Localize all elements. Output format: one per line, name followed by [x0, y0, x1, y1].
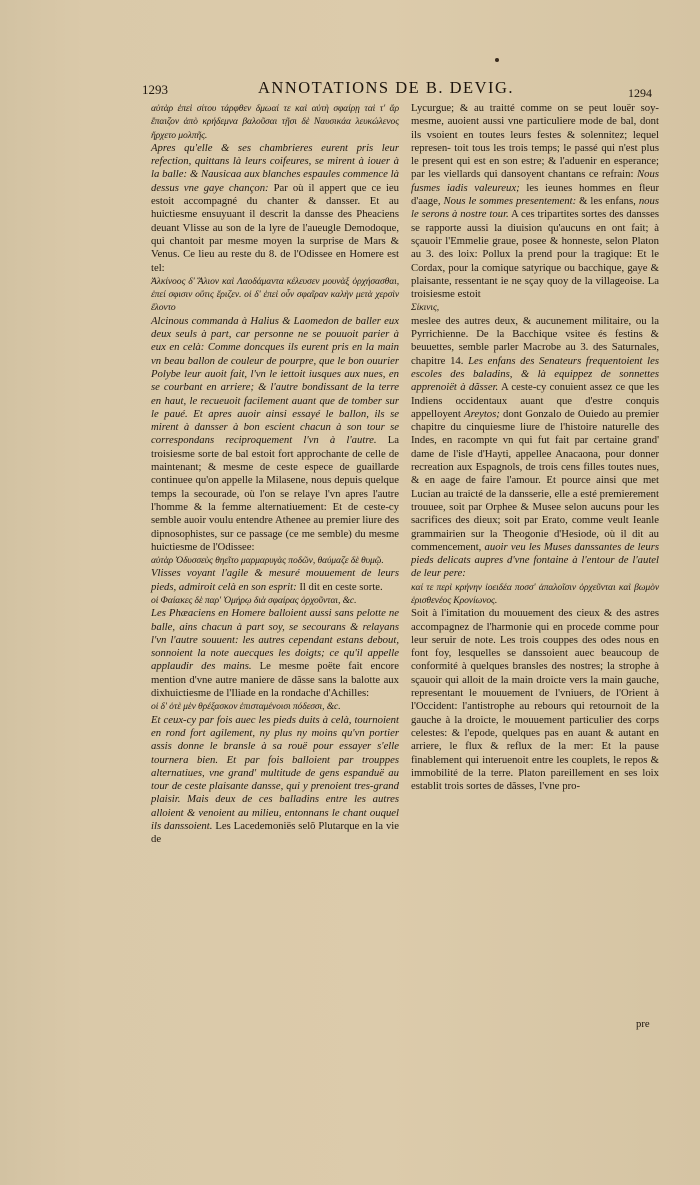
italic-translation: Vlisses voyant l'agile & mesuré mouuement de leurs pieds, admiroit celà en son esprit: [151, 567, 399, 593]
italic-translation: nous le serons à nostre tour. [411, 195, 660, 221]
text-run: La troisiesme sorte de bal estoit fort approchante de celle de maintenant; & mesme de ceste espece de guaillarde continuee qu'on appelle la Milasene, nous depuis quelque temps la secourade, où l'on se relaye l'vn apres l'autre l'homme & la femme alternatiuement: Et de ceste-cy semble auoir voulu entendre Athenee au premier liure des dipnosophistes, sur ce passage (ce me semble) du mesme huictiesme de l'Odissee: [151, 434, 399, 553]
text-run: A ces tripartites sortes des dansses se rapporte aussi la diuision qu'aucuns en ont fait; à sçauoir l'Emmelie graue, posee & honneste, selon Platon au 3. des loix: Pollux la prend pour la tragique: Et le Cordax, pour la comique satyrique ou bacchique, gaye & plaisante, ressentant ie ne sçay quoy de la villageoise. La troisiesme estoit [411, 208, 659, 301]
right-column [411, 102, 659, 793]
italic-translation: Les enfans des Senateurs frequentoient les escoles des baladins, & là equippez de sonnettes apprenoiët à dãsser. [411, 354, 660, 394]
text-run: Les Lacedemoniës selõ Plutarque en la vie de [151, 820, 399, 846]
ink-speck [495, 58, 499, 62]
greek-quotation: Ἀλκίνοος δ' Ἅλιον καὶ Λαοδάμαντα κέλευσεν μουνὰξ ὀρχήσασθαι, ἐπεί σφισιν οὔτις ἔριζεν. οἱ δ' ἐπεὶ οὖν σφαῖραν καλὴν μετὰ χερσὶν ἕλοντο [151, 275, 399, 314]
text-run: dont Gonzalo de Ouiedo au premier chapitre du cinquiesme liure de l'histoire naturelle des Indes, en racompte vn qui fut fait par certaine grand' dame de l'isle d'Hayti, appellee Anacaona, pour donner recreation aux Espagnols, de trois cens filles toutes nues, & en aage de faire l'amour. Et pource ainsi que met Lucian au traicté de la dansserie, elle a esté premierement trouuee, soit par Orphee & Musee selon aucuns pour les sacrifices des dieux; soit par Erato, comme veult Ieanle grammairien sur la Theogonie d'Hesiode, où il dit au commencement, [411, 407, 660, 553]
italic-translation: Alcinous commanda à Halius & Laomedon de baller eux deux seuls à part, car personne ne se pouuoit parier à eux en celà: Comme doncques ils eurent pris en la main vn beau ballon de couleur de pourpre, que le bon ouurier Polybe leur auoit fait, l'vn le iettoit iusques aux nues, en se courbant en arriere; & l'autre bondissant de la terre en haut, le recueuoit facilement auant que de tomber sur le paué. Et apres auoir ainsi essayé le ballon, ils se mirent à dansser à bon escient chacun à son tour se correspondans reciproquement l'vn à l'autre. [151, 314, 399, 447]
page-number-left: 1293 [142, 82, 168, 97]
left-column [151, 102, 399, 847]
italic-translation: Et ceux-cy par fois auec les pieds duits à celà, tournoient en rond fort agilement, ny plus ny moins qu'vn portier assis donne le bransle à sa rouë pour essayer s'elle tournera bien. Et par fois balloient par trouppes alternatiues, vne grand' multitude de gens espanduë au tour de ceste plaisante dansse, qui y prenoient tres-grand plaisir. Mais deux de ces balladins entre les autres alloient & venoient au milieu, entonnans le chant ouquel ils danssoient. [151, 713, 399, 833]
greek-quotation: καί τε περὶ κρήνην ἰοειδέα ποσσ' ἁπαλοῖσιν ὀρχεῦνται καὶ βωμὸν ἐρισθενέος Κρονίωνος. [411, 581, 659, 606]
text-run: Soit à l'imitation du mouuement des cieux & des astres accompagnez de l'harmonie qui en procede comme pour leur seruir de note. Les trois couppes des odes nous en font foy, lesquelles se danssoient auec beaucoup de conformité à quelques bransles des nostres; la strophe à sçauoir qui alloit de la main droicte vers la main gauche, representant le mouuement de l'vniuers, de l'Orient à l'Occident: l'antistrophe au rebours qui retournoit de la gauche à la droicte, le mouuement particulier des corps celestes: & l'epode, quelques pas en auant & autant en arriere, le flux & reflux de la mer: Et la pause finablement qui interuenoit entre les couplets, le repos & immobilité de la terre. Platon pareillement en ses loix establit trois sortes de dãsses, l'vne pro- [411, 607, 659, 793]
greek-quotation: οἱ Φαίακες δὲ παρ' Ὁμήρῳ διὰ σφαίρας ὀρχοῦνται, &c. [151, 594, 357, 606]
catchword: pre [636, 1018, 650, 1030]
greek-quotation: αὐτὰρ ἐπεὶ σίτου τάρφθεν δμωαί τε καὶ αὐτὴ σφαίρῃ ταὶ τ' ἄρ ἔπαιζον ἀπὸ κρήδεμνα βαλοῦσαι τῇσι δὲ Ναυσικάα λευκώλενος ἤρχετο μολπῆς. [151, 103, 399, 141]
text-run: Il dit en ceste sorte. [299, 580, 383, 593]
text-run: A ceste-cy conuient assez ce que les Indiens occidentaux auant que d'estre conquis appelloyent [411, 381, 659, 420]
greek-quotation: αὐτὰρ Ὀδυσσεὺς θηεῖτο μαρμαρυγὰς ποδῶν, θαύμαζε δὲ θυμῷ. [151, 555, 384, 567]
italic-translation: Areytos; [464, 407, 500, 420]
text-run: Le mesme poëte fait encore mention d'vne autre maniere de dãsse sans la balotte aux dixhuictiesme de l'Iliade en la rondache d'Achilles: [151, 660, 399, 700]
running-title: ANNOTATIONS DE B. DEVIG. [258, 78, 515, 97]
greek-quotation: οἱ δ' ὁτὲ μὲν θρέξασκον ἐπισταμένοισι πόδεσσι, &c. [151, 701, 341, 713]
italic-translation: Nous fusmes iadis valeureux; [411, 168, 659, 194]
italic-translation: auoir veu les Muses danssantes de leurs pieds delicats aupres d'vne fontaine à l'entour de l'autel de leur pere: [411, 540, 660, 580]
italic-translation: Les Phæaciens en Homere balloient aussi sans pelotte ne balle, ains chacun à part soy, se secourans & relayans l'vn l'autre souuent: les autres cependant estans debout, sonnoient la note auecques les doigts; ce qu'il appelle applaudir des mains. [151, 607, 399, 673]
text-run: les ieunes hommes en fleur d'aage, [411, 181, 660, 208]
text-run: Par où il appert que ce ieu estoit accompagné du chanter & dansser. Et au huictiesme ensuyuant il descrit la dansse des Pheaciens deuant Vlisse au son de la lyre de l'aueugle Demodoque, qui chantoit par mesme moyen la surprise de Mars & Venus. Ce lieu au reste du 8. de l'Odissee en Homere est tel: [151, 181, 399, 274]
italic-translation: Nous le sommes presentement: [443, 195, 577, 208]
italic-translation: Apres qu'elle & ses chambrieres eurent pris leur refection, quittans là leurs coifeures, se mirent à iouer à la balle: & Nausicaa aux blanches espaules commence là dessus vne gaye chançon: [151, 141, 399, 194]
text-run: meslee des autres deux, & aucunement militaire, ou la Pyrrichienne. De la Bacchique vsitee és festins & beuuettes, semble parler Macrobe au 3. des Saturnales, chapitre 14. [411, 314, 659, 367]
greek-quotation: Σίκινις, [411, 302, 440, 314]
text-run: & les enfans, [579, 195, 636, 208]
page-number-right: 1294 [628, 86, 652, 100]
text-run: Lycurgue; & au traitté comme on se peut louër soy-mesme, auoient aussi vne particuliere mode de bal, dont ils vsoient en toutes leurs festes & solennitez; lequel represen- toit tous les trois temps; le passé qui n'est plus le present qui est en son estre; & l'aduenir en esperance; par les viellards qui dansoyent chantans ce refrain: [411, 102, 659, 181]
